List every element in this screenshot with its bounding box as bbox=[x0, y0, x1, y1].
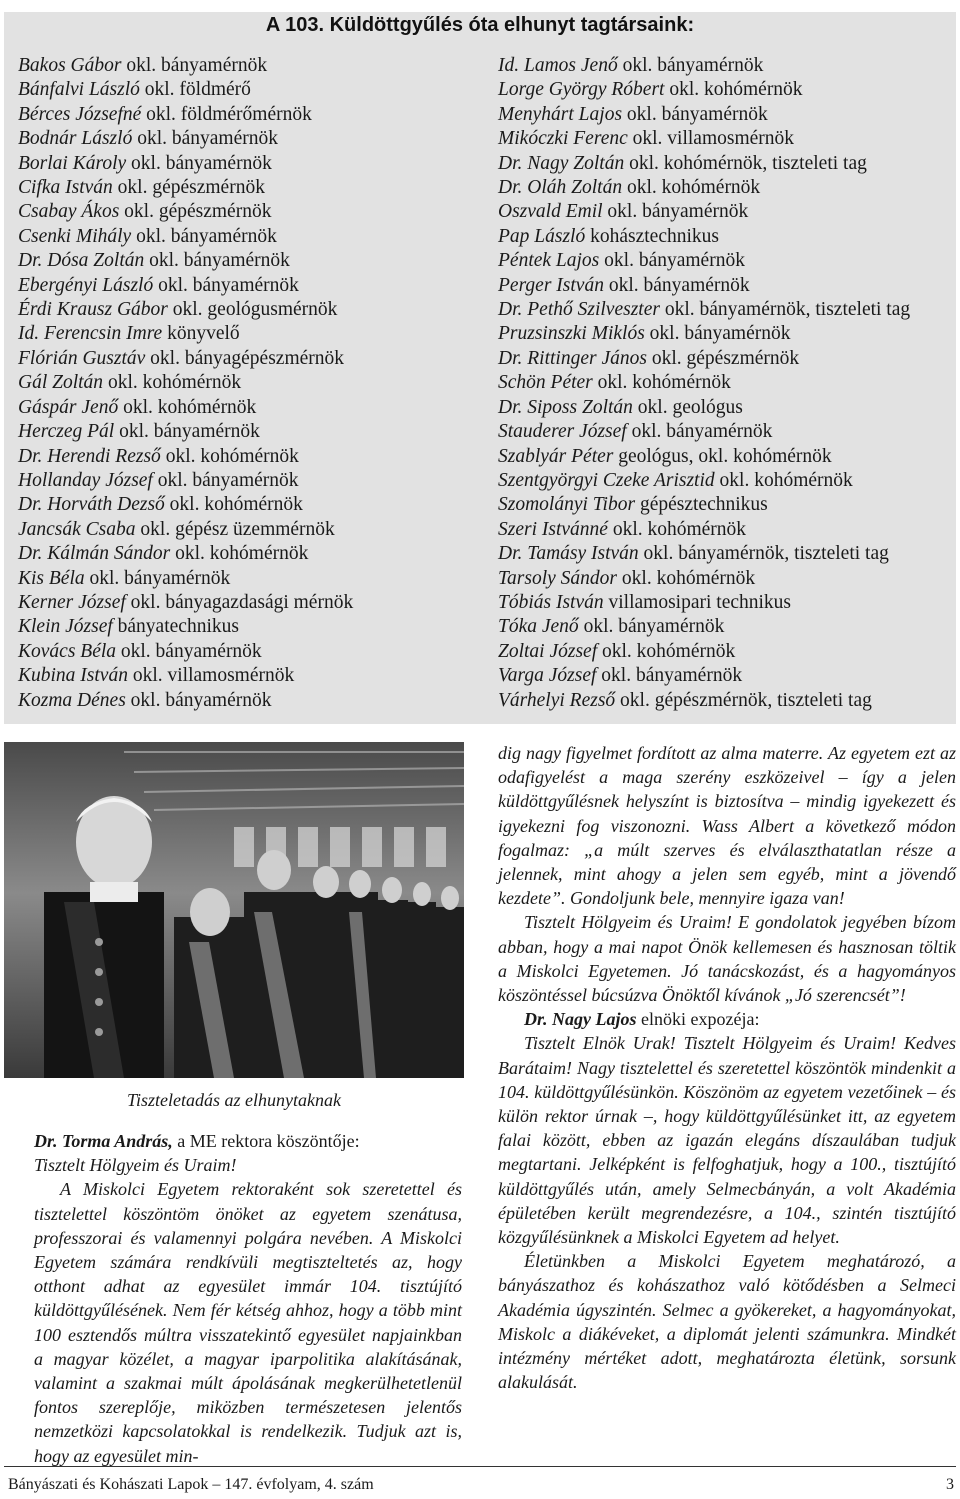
member-title: okl. kohómérnök, tiszteleti tag bbox=[624, 152, 867, 174]
member-title: okl. kohómérnök bbox=[607, 518, 747, 540]
member-title: gépésztechnikus bbox=[635, 494, 768, 516]
member-title: okl. bányamérnök bbox=[132, 128, 278, 150]
member-title: okl. bányamérnök bbox=[153, 274, 299, 296]
member-title: okl. kohómérnök bbox=[164, 494, 303, 516]
member-name: Tóka Jenő bbox=[498, 616, 579, 638]
memorial-entry bbox=[18, 225, 353, 249]
memorial-entry bbox=[18, 469, 353, 493]
member-name: Dr. Herendi Rezső bbox=[18, 445, 161, 467]
memorial-entry bbox=[498, 152, 910, 176]
member-title: villamosipari technikus bbox=[603, 591, 792, 613]
continued-text bbox=[498, 741, 956, 1394]
member-name: Dr. Rittinger János bbox=[498, 347, 647, 369]
member-name: Bodnár László bbox=[18, 128, 133, 150]
memorial-entry bbox=[18, 493, 353, 517]
memorial-entry bbox=[498, 54, 910, 78]
member-title: okl. bányamérnök bbox=[116, 640, 262, 662]
memorial-entry bbox=[18, 127, 353, 151]
member-title: okl. bányagépészmérnök bbox=[145, 347, 345, 369]
member-name: Dr. Pethő Szilveszter bbox=[498, 299, 660, 321]
memorial-entry bbox=[18, 249, 353, 273]
memorial-entry bbox=[498, 493, 910, 517]
member-title: okl. kohómérnök bbox=[160, 445, 299, 467]
member-name: Klein József bbox=[18, 616, 113, 638]
member-name: Dr. Oláh Zoltán bbox=[498, 177, 623, 199]
member-name: Kis Béla bbox=[18, 567, 85, 589]
member-title: okl. földmérő bbox=[139, 79, 251, 101]
president-name: Dr. Nagy Lajos bbox=[524, 1009, 637, 1030]
memorial-entry bbox=[498, 664, 910, 688]
photo-caption: Tiszteletadás az elhunytaknak bbox=[127, 1090, 341, 1110]
memorial-entry bbox=[498, 640, 910, 664]
member-name: Id. Lamos Jenő bbox=[498, 55, 618, 76]
member-title: okl. bányamérnök bbox=[84, 567, 231, 589]
member-title: kohásztechnikus bbox=[585, 225, 719, 247]
member-name: Hollanday József bbox=[18, 469, 153, 491]
member-title: okl. bányamérnök bbox=[152, 469, 299, 491]
member-title: okl. bányamérnök bbox=[596, 665, 743, 687]
memorial-entry bbox=[498, 591, 910, 615]
memorial-entry bbox=[18, 103, 353, 127]
memorial-entry bbox=[498, 78, 910, 102]
member-title: okl. kohómérnök bbox=[118, 396, 257, 418]
memorial-title: A 103. Küldöttgyűlés óta elhunyt tagtársaink: bbox=[265, 14, 695, 36]
member-name: Oszvald Emil bbox=[498, 201, 603, 223]
speaker-name: Dr. Torma András, bbox=[34, 1131, 173, 1151]
member-title: bányatechnikus bbox=[112, 616, 239, 638]
member-title: okl. bányamérnök bbox=[599, 250, 745, 272]
member-name: Bánfalvi László bbox=[18, 79, 140, 101]
member-title: okl. bányamérnök bbox=[602, 201, 749, 223]
member-name: Stauderer József bbox=[498, 421, 627, 443]
memorial-entry bbox=[498, 469, 910, 493]
memorial-entry bbox=[498, 298, 910, 322]
ceremony-photo bbox=[4, 742, 464, 1078]
rector-speech bbox=[34, 1129, 462, 1468]
photo-illustration bbox=[4, 742, 464, 1078]
memorial-entry bbox=[18, 518, 353, 542]
member-name: Pruzsinszki Miklós bbox=[498, 323, 645, 345]
member-name: Tóbiás István bbox=[498, 591, 604, 613]
member-name: Varga József bbox=[498, 665, 597, 687]
member-title: okl. villamosmérnök bbox=[627, 128, 795, 150]
member-name: Ebergényi László bbox=[18, 274, 154, 296]
memorial-entry bbox=[18, 664, 353, 688]
member-name: Dr. Siposs Zoltán bbox=[498, 396, 633, 418]
memorial-entry bbox=[18, 591, 353, 615]
member-title: okl. bányamérnök, tiszteleti tag bbox=[659, 299, 911, 321]
memorial-entry bbox=[498, 567, 910, 591]
memorial-entry bbox=[18, 615, 353, 639]
memorial-entry bbox=[498, 225, 910, 249]
member-name: Lorge György Róbert bbox=[498, 79, 665, 101]
member-title: okl. bányamérnök bbox=[131, 225, 277, 247]
member-title: okl. bányamérnök bbox=[626, 421, 773, 443]
member-name: Flórián Gusztáv bbox=[18, 347, 146, 369]
expose-heading: elnöki expozéja: bbox=[636, 1009, 760, 1030]
member-title: okl. kohómérnök bbox=[170, 543, 309, 565]
member-title: okl. kohómérnök bbox=[622, 177, 761, 199]
footer-divider bbox=[4, 1466, 956, 1467]
member-name: Bakos Gábor bbox=[18, 55, 122, 76]
names-list-right bbox=[498, 54, 910, 713]
member-title: okl. bányagazdasági mérnök bbox=[125, 591, 354, 613]
member-title: okl. villamosmérnök bbox=[127, 665, 295, 687]
memorial-entry bbox=[18, 347, 353, 371]
member-name: Bérces Józsefné bbox=[18, 103, 142, 125]
memorial-entry bbox=[18, 396, 353, 420]
member-name: Dr. Kálmán Sándor bbox=[18, 543, 171, 565]
speech-paragraph: A Miskolci Egyetem rektoraként sok szeretettel és tisztelettel köszöntöm önöket az egyetem szenátusa, professzorai és valamennyi polgára nevében. A Miskolci Egyetem számára rendkívüli megtiszteltetés az, hogy otthont adhat az egyesület immár 104. tisztújító küldöttgyűlésének. Nem fér kétség ahhoz, hogy a több mint 100 esztendős múltra visszatekintő egyesület napjainkban a magyar közélet, a magyar iparpolitika alakításának, valamint a szakmai múlt ápolásának megkerülhetetlenül fontos szereplője, miközben természetesen jelentős nemzetközi kapcsolatokkal is rendelkezik. Tudjuk azt is, hogy az egyesület min- bbox=[34, 1179, 462, 1466]
member-name: Kozma Dénes bbox=[18, 689, 126, 711]
member-name: Szeri Istvánné bbox=[498, 518, 608, 540]
page-number: 3 bbox=[946, 1476, 954, 1493]
memorial-entry bbox=[498, 371, 910, 395]
memorial-entry bbox=[18, 567, 353, 591]
member-title: okl. bányamérnök bbox=[114, 421, 260, 443]
memorial-entry bbox=[18, 445, 353, 469]
memorial-entry bbox=[498, 542, 910, 566]
memorial-entry bbox=[498, 249, 910, 273]
member-title: okl. geológusmérnök bbox=[167, 299, 338, 321]
member-name: Tarsoly Sándor bbox=[498, 567, 618, 589]
member-name: Mikóczki Ferenc bbox=[498, 128, 628, 150]
member-title: okl. bányamérnök bbox=[578, 616, 725, 638]
memorial-entry bbox=[18, 152, 353, 176]
member-name: Csabay Ákos bbox=[18, 201, 120, 223]
memorial-entry bbox=[498, 322, 910, 346]
member-name: Péntek Lajos bbox=[498, 250, 600, 272]
member-name: Zoltai József bbox=[498, 640, 598, 662]
speech-greeting: Tisztelt Hölgyeim és Uraim! bbox=[34, 1155, 237, 1176]
journal-citation: Bányászati és Kohászati Lapok – 147. évfolyam, 4. szám bbox=[8, 1476, 374, 1493]
memorial-entry bbox=[18, 542, 353, 566]
member-name: Kovács Béla bbox=[18, 640, 117, 662]
memorial-entry bbox=[498, 274, 910, 298]
memorial-entry bbox=[498, 518, 910, 542]
member-title: okl. kohómérnök bbox=[597, 640, 736, 662]
memorial-entry bbox=[498, 176, 910, 200]
member-title: okl. bányamérnök bbox=[125, 689, 272, 711]
member-name: Szablyár Péter bbox=[498, 445, 614, 467]
member-title: okl. kohómérnök bbox=[103, 372, 242, 394]
member-title: okl. kohómérnök bbox=[664, 79, 803, 101]
member-title: okl. bányamérnök bbox=[622, 103, 768, 125]
member-name: Menyhárt Lajos bbox=[498, 103, 623, 125]
member-name: Pap László bbox=[498, 225, 586, 247]
expose-paragraph-2: Életünkben a Miskolci Egyetem meghatározó, a bányászathoz és kohászathoz való kötődésben a Selmeci Akadémia úgyszintén. Selmec a gyökereket, a hagyományokat, Miskolc a diákéveket, a diplomát jelenti számunkra. Mindkét intézmény mértéket adott, meghatározta életünk, sorsunk alakulását. bbox=[498, 1251, 956, 1393]
member-name: Gáspár Jenő bbox=[18, 396, 119, 418]
memorial-entry bbox=[18, 274, 353, 298]
member-name: Szomolányi Tibor bbox=[498, 494, 636, 516]
memorial-entry bbox=[18, 78, 353, 102]
member-name: Schön Péter bbox=[498, 372, 593, 394]
member-title: okl. gépészmérnök bbox=[646, 347, 800, 369]
memorial-entry bbox=[18, 689, 353, 713]
member-title: okl. bányamérnök bbox=[644, 323, 791, 345]
member-name: Id. Ferencsin Imre bbox=[18, 323, 163, 345]
speech-heading: a ME rektora köszöntője: bbox=[172, 1131, 360, 1151]
names-list-left bbox=[18, 54, 353, 713]
member-title: okl. földmérőmérnök bbox=[141, 103, 312, 125]
memorial-entry bbox=[498, 420, 910, 444]
member-title: okl. kohómérnök bbox=[592, 372, 731, 394]
member-title: okl. gépészmérnök bbox=[119, 201, 272, 223]
member-title: okl. bányamérnök bbox=[126, 152, 272, 174]
member-name: Szentgyörgyi Czeke Arisztid bbox=[498, 469, 715, 491]
memorial-entry bbox=[18, 640, 353, 664]
member-name: Jancsák Csaba bbox=[18, 518, 136, 540]
speech-continuation: dig nagy figyelmet fordított az alma materre. Az egyetem ezt az odafigyelést a maga szerény eszközeivel – így a jelen küldöttgyűlésnek helyszínt is biztosítva – mindig igyekezett és igyekezni fog viszonozni. Wass Albert a következő módon fogalmaz: „a múlt szerves és elválaszthatatlan része a jelennek, mint ahogy a jelen sem egyéb, mint a jövendő kezdete”. Gondoljunk bele, mennyire igaza van! bbox=[498, 743, 956, 909]
memorial-entry bbox=[498, 445, 910, 469]
memorial-entry bbox=[18, 200, 353, 224]
member-title: okl. bányamérnök, tiszteleti tag bbox=[638, 543, 889, 565]
member-name: Várhelyi Rezső bbox=[498, 689, 616, 711]
member-name: Érdi Krausz Gábor bbox=[18, 299, 168, 321]
member-name: Dr. Horváth Dezső bbox=[18, 494, 165, 516]
member-title: okl. kohómérnök bbox=[714, 469, 853, 491]
memorial-entry bbox=[498, 689, 910, 713]
member-title: okl. bányamérnök bbox=[603, 274, 750, 296]
member-name: Dr. Dósa Zoltán bbox=[18, 250, 145, 272]
memorial-entry bbox=[498, 615, 910, 639]
member-title: okl. bányamérnök bbox=[617, 55, 764, 76]
memorial-entry bbox=[18, 371, 353, 395]
member-title: okl. bányamérnök bbox=[121, 55, 268, 76]
memorial-entry bbox=[18, 420, 353, 444]
member-name: Herczeg Pál bbox=[18, 421, 115, 443]
member-title: okl. gépészmérnök bbox=[112, 177, 265, 199]
member-name: Kubina István bbox=[18, 665, 128, 687]
member-title: okl. gépészmérnök, tiszteleti tag bbox=[615, 689, 872, 711]
expose-paragraph-1: Tisztelt Elnök Urak! Tisztelt Hölgyeim és Uraim! Kedves Barátaim! Nagy tisztelettel és szeretettel köszöntök mindenkit a 104. küldöttgyűlésünkön. Köszönöm az egyetem vezetőinek – és külön rektor úrnak –, hogy küldöttgyűlésünket itt, az egyetem falai között, ebben az igazán elegáns díszaulában tudjuk megtartani. Jelképként is felfoghatjuk, hogy a 100., tisztújító küldöttgyűlés után, amely Selmecbányán, a volt Akadémia épületében került megrendezésre, a 104., szintén tisztújító közgyűlésünknek a Miskolci Egyetem ad helyet. bbox=[498, 1033, 956, 1248]
member-name: Cifka István bbox=[18, 177, 113, 199]
member-name: Dr. Nagy Zoltán bbox=[498, 152, 625, 174]
memorial-entry bbox=[498, 127, 910, 151]
member-title: okl. geológus bbox=[632, 396, 743, 418]
member-title: könyvelő bbox=[162, 323, 240, 345]
member-title: okl. kohómérnök bbox=[617, 567, 756, 589]
memorial-entry bbox=[18, 176, 353, 200]
member-title: okl. gépész üzemmérnök bbox=[135, 518, 335, 540]
memorial-entry bbox=[18, 54, 353, 78]
member-name: Kerner József bbox=[18, 591, 126, 613]
member-name: Borlai Károly bbox=[18, 152, 127, 174]
memorial-entry bbox=[498, 103, 910, 127]
member-name: Dr. Tamásy István bbox=[498, 543, 639, 565]
member-title: okl. bányamérnök bbox=[144, 250, 290, 272]
speech-closing: Tisztelt Hölgyeim és Uraim! E gondolatok jegyében bízom abban, hogy a mai napot Önök kellemesen és hasznosan töltik a Miskolci Egyetemen. Jó tanácskozást, és a hagyományos köszöntéssel búcsúzva Önöktől kívánok „Jó szerencsét”! bbox=[498, 912, 956, 1006]
memorial-entry bbox=[498, 347, 910, 371]
member-name: Csenki Mihály bbox=[18, 225, 132, 247]
member-name: Perger István bbox=[498, 274, 604, 296]
memorial-entry bbox=[18, 298, 353, 322]
member-name: Gál Zoltán bbox=[18, 372, 104, 394]
member-title: geológus, okl. kohómérnök bbox=[613, 445, 832, 467]
memorial-entry bbox=[498, 200, 910, 224]
memorial-entry bbox=[498, 396, 910, 420]
memorial-entry bbox=[18, 322, 353, 346]
